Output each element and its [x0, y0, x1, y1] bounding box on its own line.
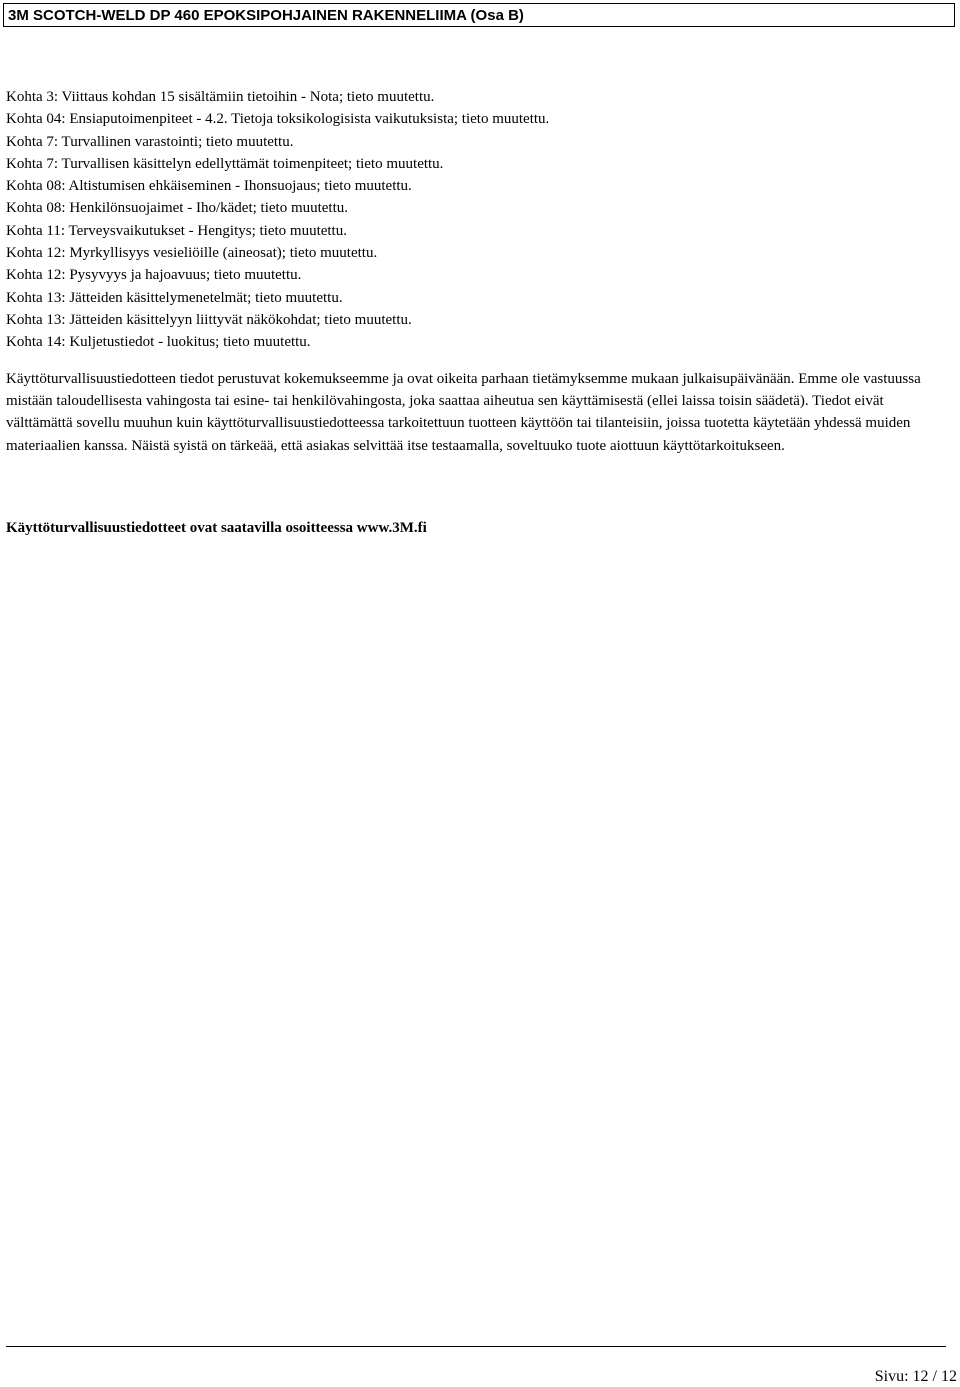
change-item: Kohta 08: Altistumisen ehkäiseminen - Ihonsuojaus; tieto muutettu. [6, 178, 412, 195]
change-item: Kohta 08: Henkilönsuojaimet - Iho/kädet; tieto muutettu. [6, 200, 349, 217]
change-item: Kohta 12: Pysyvyys ja hajoavuus; tieto muutettu. [6, 267, 302, 284]
change-list [6, 86, 549, 354]
availability-note: Käyttöturvallisuustiedotteet ovat saatavilla osoitteessa www.3M.fi [6, 520, 427, 536]
change-item: Kohta 13: Jätteiden käsittelyyn liittyvät näkökohdat; tieto muutettu. [6, 311, 412, 328]
change-item: Kohta 13: Jätteiden käsittelymenetelmät; tieto muutettu. [6, 289, 343, 306]
disclaimer-paragraph: Käyttöturvallisuustiedotteen tiedot perustuvat kokemukseemme ja ovat oikeita parhaan tietämyksemme mukaan julkaisupäivänään. Emme ole vastuussa mistään taloudellisesta vahingosta tai esine- tai henkilövahingosta, joka saattaa aiheutua sen käyttämisestä (ellei laissa toisin säädetä). Tiedot eivät välttämättä sovellu muuhun kuin käyttöturvallisuustiedotteessa tarkoitettuun tuotteen käyttöön tai tilanteisiin, joissa tuotetta käytetään yhdessä muiden materiaalien kanssa. Näistä syistä on tärkeää, että asiakas selvittää itse testaamalla, soveltuuko tuote aiottuun käyttötarkoitukseen. [6, 371, 921, 454]
change-item: Kohta 04: Ensiaputoimenpiteet - 4.2. Tietoja toksikologisista vaikutuksista; tieto muutettu. [6, 111, 550, 128]
change-item: Kohta 11: Terveysvaikutukset - Hengitys; tieto muutettu. [6, 222, 347, 239]
document-title: 3M SCOTCH-WELD DP 460 EPOKSIPOHJAINEN RAKENNELIIMA (Osa B) [8, 6, 524, 24]
change-item: Kohta 14: Kuljetustiedot - luokitus; tieto muutettu. [6, 334, 311, 351]
document-header [3, 3, 955, 27]
footer-divider [6, 1346, 946, 1347]
change-item: Kohta 7: Turvallisen käsittelyn edellyttämät toimenpiteet; tieto muutettu. [6, 155, 444, 172]
change-item: Kohta 7: Turvallinen varastointi; tieto muutettu. [6, 133, 294, 150]
change-item: Kohta 12: Myrkyllisyys vesieliöille (aineosat); tieto muutettu. [6, 245, 378, 262]
change-item: Kohta 3: Viittaus kohdan 15 sisältämiin tietoihin - Nota; tieto muutettu. [6, 89, 435, 105]
page-number: Sivu: 12 / 12 [874, 1368, 957, 1385]
